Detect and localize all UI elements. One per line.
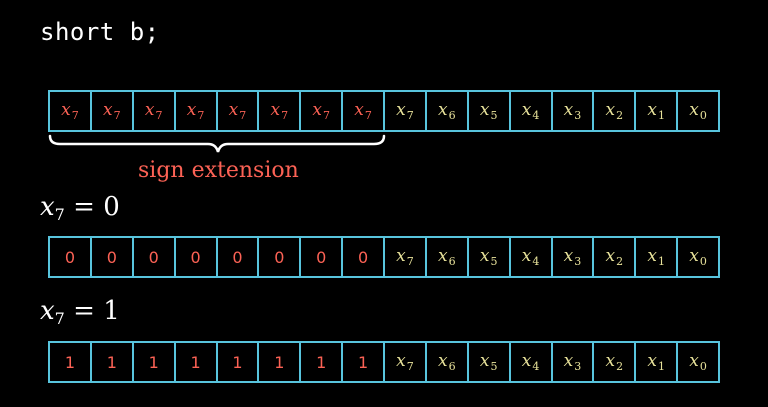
bit-digit: 0	[316, 247, 327, 267]
sign-bit-cell	[257, 341, 299, 383]
bit-variable-name: x	[228, 100, 239, 120]
bit-variable-name: x	[396, 100, 406, 120]
data-bit-cell	[467, 341, 509, 383]
sign-bit-cell	[341, 236, 383, 278]
bit-variable	[522, 351, 540, 373]
bit-digit: 0	[357, 247, 369, 267]
bit-variable	[689, 246, 707, 268]
bit-variable-index: 4	[532, 109, 540, 122]
bit-variable-index: 7	[239, 109, 247, 122]
sign-bit-cell	[174, 341, 216, 383]
bit-variable-name: x	[312, 100, 322, 120]
bit-variable	[396, 100, 414, 122]
bit-variable-name: x	[605, 351, 616, 371]
bit-variable	[689, 351, 707, 373]
bit-variable	[396, 351, 414, 373]
bit-variable-index: 1	[657, 109, 665, 122]
bit-variable	[438, 246, 456, 268]
bit-variable-index: 6	[448, 255, 456, 268]
bit-digit: 0	[274, 247, 285, 267]
data-bit-cell	[425, 236, 467, 278]
sign-bit-cell	[48, 90, 90, 132]
bit-variable-name: x	[144, 100, 155, 120]
data-bit-cell	[676, 236, 720, 278]
bit-variable-index: 0	[699, 109, 707, 122]
sign-bit-cell	[90, 236, 132, 278]
bit-variable	[187, 100, 205, 122]
bit-row-symbolic	[48, 90, 720, 132]
bit-variable-index: 0	[699, 360, 707, 373]
bit-variable-name: x	[647, 246, 657, 266]
condition-sub: 7	[54, 205, 65, 224]
sign-bit-cell	[257, 90, 299, 132]
bit-variable-index: 7	[322, 109, 330, 122]
bit-variable-name: x	[689, 351, 699, 371]
bit-variable-name: x	[396, 351, 406, 371]
bit-variable-name: x	[479, 100, 490, 120]
data-bit-cell	[634, 90, 676, 132]
condition-op: =	[64, 296, 104, 326]
bit-variable	[647, 246, 665, 268]
bit-variable-index: 2	[616, 109, 624, 122]
bit-variable-index: 4	[532, 360, 540, 373]
sign-bit-cell	[216, 90, 258, 132]
bit-variable-name: x	[479, 246, 490, 266]
bit-variable	[103, 100, 121, 122]
bit-variable-name: x	[103, 100, 113, 120]
data-bit-cell	[383, 90, 425, 132]
code-line: short b;	[40, 18, 160, 46]
sign-extension-brace	[48, 134, 388, 154]
data-bit-cell	[592, 341, 634, 383]
bit-variable	[145, 100, 163, 122]
data-bit-cell	[509, 90, 551, 132]
bit-variable-name: x	[563, 351, 574, 371]
bit-digit: 0	[190, 247, 201, 267]
bit-row-one-extended	[48, 341, 720, 383]
condition-var: x	[40, 296, 55, 326]
bit-variable	[396, 246, 414, 268]
condition-var: x	[40, 192, 55, 222]
bit-variable	[480, 351, 498, 373]
bit-variable	[564, 100, 582, 122]
bit-variable	[564, 246, 582, 268]
data-bit-cell	[551, 90, 593, 132]
bit-variable	[438, 351, 456, 373]
bit-variable-index: 3	[574, 109, 582, 122]
sign-bit-cell	[132, 90, 174, 132]
condition-x7-equals-0	[40, 192, 120, 224]
bit-variable-index: 5	[490, 255, 498, 268]
bit-variable-index: 5	[490, 360, 498, 373]
bit-digit: 1	[232, 352, 243, 372]
condition-value: 1	[103, 296, 120, 326]
bit-variable-index: 1	[657, 360, 665, 373]
sign-extension-label: sign extension	[138, 158, 299, 183]
data-bit-cell	[634, 341, 676, 383]
bit-variable-index: 7	[113, 109, 121, 122]
bit-variable-index: 1	[657, 255, 665, 268]
data-bit-cell	[425, 90, 467, 132]
bit-variable-index: 7	[197, 109, 205, 122]
data-bit-cell	[467, 236, 509, 278]
bit-variable-name: x	[438, 100, 448, 120]
bit-variable-index: 4	[532, 255, 540, 268]
condition-value: 0	[103, 192, 120, 222]
sign-bit-cell	[132, 341, 174, 383]
data-bit-cell	[467, 90, 509, 132]
bit-variable-name: x	[438, 351, 448, 371]
sign-bit-cell	[132, 236, 174, 278]
sign-bit-cell	[216, 236, 258, 278]
sign-bit-cell	[174, 90, 216, 132]
bit-variable-name: x	[354, 100, 364, 120]
bit-digit: 1	[190, 352, 201, 372]
bit-variable-name: x	[521, 351, 532, 371]
bit-variable-name: x	[396, 246, 406, 266]
bit-variable-index: 7	[406, 109, 414, 122]
sign-bit-cell	[299, 90, 341, 132]
bit-variable-index: 3	[574, 255, 582, 268]
bit-variable	[480, 100, 498, 122]
data-bit-cell	[383, 236, 425, 278]
bit-variable	[647, 100, 665, 122]
bit-variable-name: x	[186, 100, 197, 120]
bit-variable-name: x	[479, 351, 490, 371]
bit-variable	[689, 100, 707, 122]
condition-op: =	[64, 192, 104, 222]
bit-variable-name: x	[689, 246, 699, 266]
bit-variable	[271, 100, 289, 122]
bit-variable-name: x	[563, 100, 574, 120]
bit-digit: 1	[274, 352, 285, 372]
bit-variable-index: 7	[406, 255, 414, 268]
bit-variable-index: 6	[448, 109, 456, 122]
sign-bit-cell	[90, 341, 132, 383]
sign-bit-cell	[341, 90, 383, 132]
bit-variable	[606, 100, 624, 122]
bit-variable-name: x	[270, 100, 281, 120]
sign-bit-cell	[341, 341, 383, 383]
bit-digit: 1	[148, 352, 159, 372]
condition-x7-equals-1	[40, 296, 120, 328]
data-bit-cell	[551, 236, 593, 278]
data-bit-cell	[383, 341, 425, 383]
bit-variable-index: 7	[406, 360, 414, 373]
bit-variable-index: 7	[281, 109, 289, 122]
condition-sub: 7	[54, 309, 65, 328]
sign-bit-cell	[174, 236, 216, 278]
bit-variable-name: x	[521, 100, 532, 120]
data-bit-cell	[509, 341, 551, 383]
data-bit-cell	[551, 341, 593, 383]
bit-variable	[480, 246, 498, 268]
bit-variable-index: 7	[71, 109, 79, 122]
bit-variable	[61, 100, 79, 122]
bit-digit: 1	[64, 352, 76, 372]
bit-variable-name: x	[647, 351, 657, 371]
bit-digit: 0	[64, 247, 76, 267]
bit-variable-name: x	[521, 246, 532, 266]
bit-variable-name: x	[647, 100, 657, 120]
bit-variable-index: 0	[699, 255, 707, 268]
sign-bit-cell	[90, 90, 132, 132]
bit-variable-index: 6	[448, 360, 456, 373]
bit-variable-name: x	[438, 246, 448, 266]
data-bit-cell	[676, 90, 720, 132]
data-bit-cell	[509, 236, 551, 278]
data-bit-cell	[592, 236, 634, 278]
sign-bit-cell	[48, 341, 90, 383]
bit-variable	[354, 100, 372, 122]
bit-variable-name: x	[563, 246, 574, 266]
bit-digit: 0	[148, 247, 159, 267]
sign-bit-cell	[48, 236, 90, 278]
bit-variable	[522, 100, 540, 122]
bit-digit: 1	[316, 352, 327, 372]
bit-variable	[647, 351, 665, 373]
bit-variable-name: x	[61, 100, 71, 120]
bit-digit: 0	[106, 247, 117, 267]
sign-bit-cell	[299, 341, 341, 383]
data-bit-cell	[676, 341, 720, 383]
bit-variable	[312, 100, 330, 122]
bit-variable-index: 2	[616, 255, 624, 268]
bit-variable	[522, 246, 540, 268]
bit-variable-index: 3	[574, 360, 582, 373]
bit-variable	[564, 351, 582, 373]
bit-variable-name: x	[605, 246, 616, 266]
sign-bit-cell	[257, 236, 299, 278]
bit-variable-index: 7	[364, 109, 372, 122]
data-bit-cell	[592, 90, 634, 132]
sign-bit-cell	[216, 341, 258, 383]
bit-digit: 1	[357, 352, 369, 372]
bit-digit: 0	[232, 247, 243, 267]
bit-variable	[606, 351, 624, 373]
bit-variable	[606, 246, 624, 268]
bit-row-zero-extended	[48, 236, 720, 278]
bit-variable-index: 2	[616, 360, 624, 373]
bit-variable	[229, 100, 247, 122]
sign-bit-cell	[299, 236, 341, 278]
data-bit-cell	[425, 341, 467, 383]
bit-variable	[438, 100, 456, 122]
bit-digit: 1	[106, 352, 117, 372]
bit-variable-name: x	[689, 100, 699, 120]
bit-variable-index: 7	[155, 109, 163, 122]
bit-variable-index: 5	[490, 109, 498, 122]
data-bit-cell	[634, 236, 676, 278]
bit-variable-name: x	[605, 100, 616, 120]
